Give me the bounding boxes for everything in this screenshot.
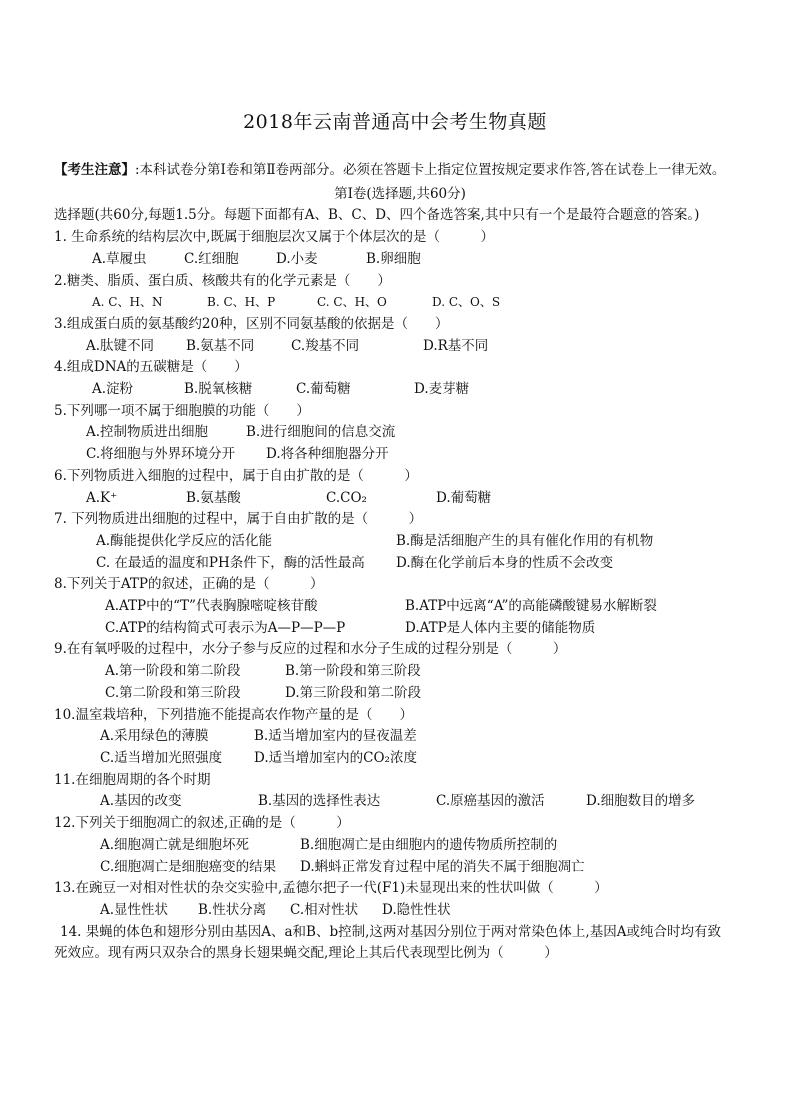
page-title: 2018年云南普通高中会考生物真题: [243, 111, 547, 133]
option: A.酶能提供化学反应的活化能: [96, 532, 273, 549]
section-intro: 选择题(共60分,每题1.5分。每题下面都有A、B、C、D、四个备选答案,其中只有一个是最符合题意的答案。): [54, 207, 700, 224]
option: A.采用绿色的薄膜: [100, 728, 209, 745]
notice-text: :本科试卷分第Ⅰ卷和第Ⅱ卷两部分。必须在答题卡上指定位置按规定要求作答,答在试卷上一律无效。: [135, 162, 726, 178]
option: A.显性性状: [100, 901, 169, 918]
question-5-options-row1: [70, 422, 730, 444]
question-13-options: [70, 900, 730, 922]
option: A.肽键不同: [86, 337, 155, 354]
question-8-options-row2: [70, 618, 730, 640]
option: D.ATP是人体内主要的储能物质: [405, 619, 596, 636]
option: C.红细胞: [184, 250, 239, 267]
notice-label: 【考生注意】: [54, 162, 135, 178]
question-11-stem: 11.在细胞周期的各个时期: [54, 771, 211, 788]
option: B.适当增加室内的昼夜温差: [254, 728, 417, 745]
option: C.适当增加光照强度: [100, 749, 223, 766]
option: B.氨基不同: [186, 337, 255, 354]
option: D.将各种细胞器分开: [266, 446, 389, 463]
option: A.控制物质进出细胞: [86, 424, 209, 441]
option: B.进行细胞间的信息交流: [246, 424, 396, 441]
question-7-stem: 7. 下列物质进出细胞的过程中，属于自由扩散的是（ ）: [54, 511, 423, 528]
option: B.氨基酸: [186, 489, 241, 506]
option: D.R基不同: [423, 337, 489, 354]
question-12-options-row1: [70, 835, 730, 857]
question-2-options: [70, 292, 730, 314]
option: B. C、H、P: [207, 295, 276, 310]
option: D.酶在化学前后本身的性质不会改变: [396, 554, 614, 571]
option: A.K⁺: [86, 489, 118, 506]
option: C.将细胞与外界环境分开: [86, 446, 236, 463]
option: B.第一阶段和第三阶段: [285, 663, 421, 680]
question-9-options-row2: [70, 683, 730, 705]
question-8-stem: 8.下列关于ATP的叙述，正确的是（ ）: [54, 576, 324, 593]
option: A. C、H、N: [92, 295, 163, 310]
option: C. 在最适的温度和PH条件下，酶的活性最高: [96, 554, 365, 571]
option: C.原癌基因的激活: [436, 793, 545, 810]
option: C.细胞凋亡是细胞癌变的结果: [100, 858, 277, 875]
question-3-options: [70, 336, 730, 358]
question-1-stem: 1. 生命系统的结构层次中,既属于细胞层次又属于个体层次的是（ ）: [54, 229, 494, 246]
option: B.ATP中远离“A”的高能磷酸键易水解断裂: [405, 598, 657, 615]
option: C.第二阶段和第三阶段: [105, 684, 241, 701]
option: D.蝌蚪正常发育过程中尾的消失不属于细胞凋亡: [300, 858, 585, 875]
option: B.基因的选择性表达: [258, 793, 381, 810]
option: C.相对性状: [290, 901, 359, 918]
question-2-stem: 2.糖类、脂质、蛋白质、核酸共有的化学元素是（ ）: [54, 272, 391, 289]
question-10-options-row2: [70, 748, 730, 770]
option: A.第一阶段和第二阶段: [105, 663, 241, 680]
question-9-stem: 9.在有氧呼吸的过程中，水分子参与反应的过程和水分子生成的过程分别是（ ）: [54, 641, 567, 658]
option: A.基因的改变: [100, 793, 182, 810]
option: B.酶是活细胞产生的具有催化作用的有机物: [396, 532, 654, 549]
option: D.细胞数目的增多: [586, 793, 696, 810]
option: D. C、O、S: [432, 295, 501, 310]
question-11-options: [70, 791, 730, 813]
question-7-options-row1: [70, 531, 730, 553]
question-1-options: [70, 249, 730, 271]
option: C. C、H、O: [317, 295, 387, 310]
notice-paragraph: [54, 160, 730, 182]
option: D.适当增加室内的CO₂浓度: [254, 749, 417, 766]
question-12-options-row2: [70, 857, 730, 879]
option: D.第三阶段和第二阶段: [285, 684, 422, 701]
option: A.淀粉: [92, 381, 134, 398]
question-5-options-row2: [70, 444, 730, 466]
question-14-stem: 14. 果蝇的体色和翅形分别由基因A、a和B、b控制,这两对基因分别位于两对常染色体上,基因A或纯合时均有致死效应。现有两只双杂合的黑身长翅果蝇交配,理论上其后代表现型比例为（ ）: [54, 923, 721, 962]
section-heading: 第Ⅰ卷(选择题,共60分): [334, 185, 466, 202]
option: B.卵细胞: [366, 250, 421, 267]
option: A.草履虫: [92, 250, 147, 267]
question-9-options-row1: [70, 661, 730, 683]
option: C.羧基不同: [291, 337, 360, 354]
option: D.隐性性状: [382, 901, 451, 918]
option: D.小麦: [276, 250, 318, 267]
option: B.细胞凋亡是由细胞内的遗传物质所控制的: [300, 836, 558, 853]
question-3-stem: 3.组成蛋白质的氨基酸约20种，区别不同氨基酸的依据是（ ）: [54, 315, 449, 332]
question-6-stem: 6.下列物质进入细胞的过程中，属于自由扩散的是（ ）: [54, 467, 418, 484]
question-10-stem: 10.温室栽培种，下列措施不能提高农作物产量的是（ ）: [54, 706, 413, 723]
option: C.ATP的结构简式可表示为A—P—P—P: [105, 619, 346, 636]
question-8-options-row1: [70, 596, 730, 618]
question-13-stem: 13.在豌豆一对相对性状的杂交实验中,孟德尔把子一代(F1)未显现出来的性状叫做（ ）: [54, 880, 608, 897]
question-6-options: [70, 488, 730, 510]
option: D.葡萄糖: [436, 489, 492, 506]
option: C.葡萄糖: [296, 381, 351, 398]
option: B.性状分离: [198, 901, 267, 918]
question-4-options: [70, 379, 730, 401]
question-12-stem: 12.下列关于细胞凋亡的叙述,正确的是（ ）: [54, 815, 350, 832]
exam-body: [54, 160, 730, 965]
option: D.麦芽糖: [414, 381, 470, 398]
option: A.ATP中的“T”代表胸腺嘧啶核苷酸: [105, 598, 318, 615]
question-4-stem: 4.组成DNA的五碳糖是（ ）: [54, 359, 248, 376]
question-5-stem: 5.下列哪一项不属于细胞膜的功能（ ）: [54, 402, 310, 419]
question-10-options-row1: [70, 726, 730, 748]
question-7-options-row2: [70, 553, 730, 575]
option: C.CO₂: [326, 489, 367, 506]
option: B.脱氧核糖: [184, 381, 253, 398]
option: A.细胞凋亡就是细胞坏死: [100, 836, 250, 853]
